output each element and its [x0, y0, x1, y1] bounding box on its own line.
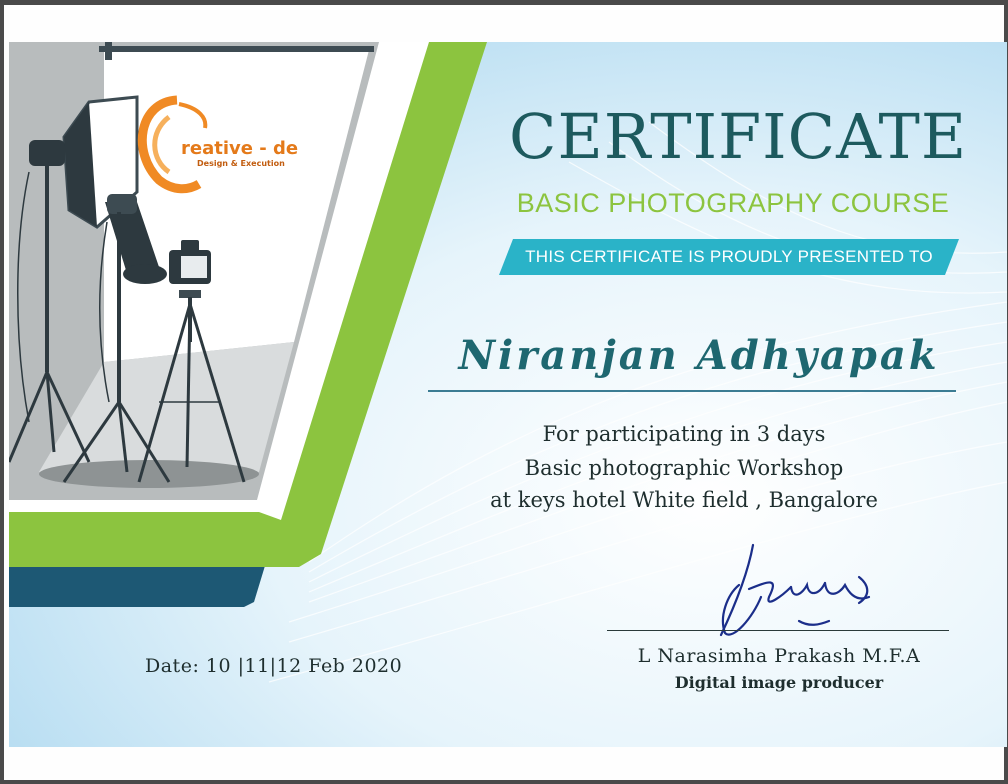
certificate-title: CERTIFICATE — [509, 100, 968, 173]
backdrop-mount — [105, 42, 112, 60]
recipient-name: Niranjan Adhyapak — [458, 332, 940, 379]
signature-line — [607, 630, 949, 631]
description-line-2: Basic photographic Workshop — [524, 456, 844, 480]
certificate — [9, 42, 1007, 747]
description-line-1: For participating in 3 days — [542, 422, 826, 446]
floor-shadow — [39, 460, 259, 488]
course-name: BASIC PHOTOGRAPHY COURSE — [516, 188, 950, 218]
logo-wordmark: reative - de — [181, 138, 299, 159]
description-line-3: at keys hotel White field , Bangalore — [490, 488, 878, 512]
signer-role: Digital image producer — [674, 673, 884, 692]
backdrop-rod — [99, 46, 374, 52]
presented-text: THIS CERTIFICATE IS PROUDLY PRESENTED TO — [525, 247, 933, 266]
certificate-date: Date: 10 |11|12 Feb 2020 — [145, 655, 403, 677]
logo-tagline: Design & Execution — [197, 159, 285, 168]
name-underline — [428, 390, 956, 392]
signer-name: L Narasimha Prakash M.F.A — [637, 645, 921, 667]
